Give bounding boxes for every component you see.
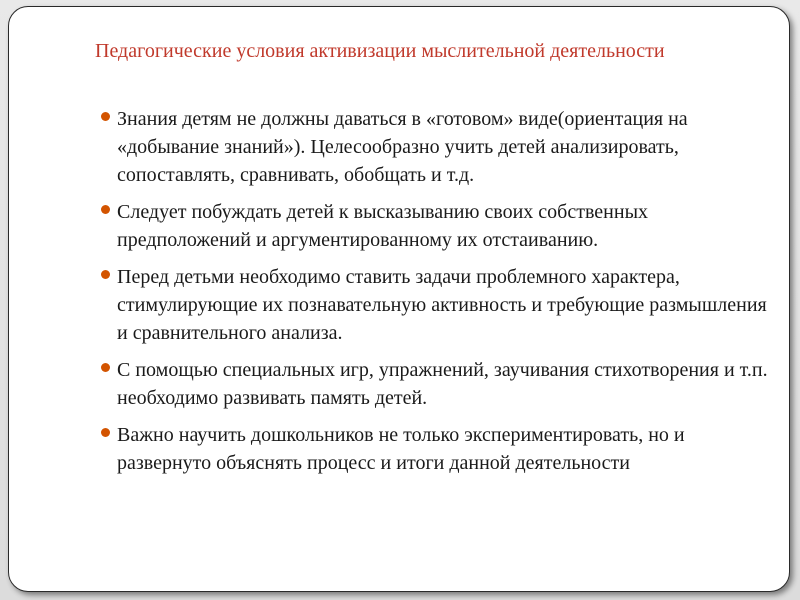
bullet-dot-icon bbox=[101, 363, 110, 372]
bullet-dot-icon bbox=[101, 112, 110, 121]
slide-title: Педагогические условия активизации мыслительной деятельности bbox=[95, 40, 665, 62]
list-item bbox=[101, 356, 771, 412]
bullet-list bbox=[101, 105, 771, 486]
list-item bbox=[101, 421, 771, 477]
list-item bbox=[101, 105, 771, 189]
bullet-dot-icon bbox=[101, 205, 110, 214]
list-item bbox=[101, 198, 771, 254]
bullet-text: Перед детьми необходимо ставить задачи проблемного характера, стимулирующие их познавательную активность и требующие размышления и сравнительного анализа. bbox=[117, 266, 767, 344]
slide-card bbox=[8, 6, 790, 592]
bullet-text: С помощью специальных игр, упражнений, заучивания стихотворения и т.п. необходимо развивать память детей. bbox=[117, 359, 768, 409]
bullet-text: Важно научить дошкольников не только экспериментировать, но и развернуто объяснять процесс и итоги данной деятельности bbox=[117, 424, 685, 474]
bullet-dot-icon bbox=[101, 270, 110, 279]
list-item bbox=[101, 263, 771, 347]
bullet-dot-icon bbox=[101, 428, 110, 437]
bullet-text: Следует побуждать детей к высказыванию своих собственных предположений и аргументированному их отстаиванию. bbox=[117, 201, 649, 251]
bullet-text: Знания детям не должны даваться в «готовом» виде(ориентация на «добывание знаний»). Целесообразно учить детей анализировать, сопоставлять, сравнивать, обобщать и т.д. bbox=[117, 108, 688, 186]
